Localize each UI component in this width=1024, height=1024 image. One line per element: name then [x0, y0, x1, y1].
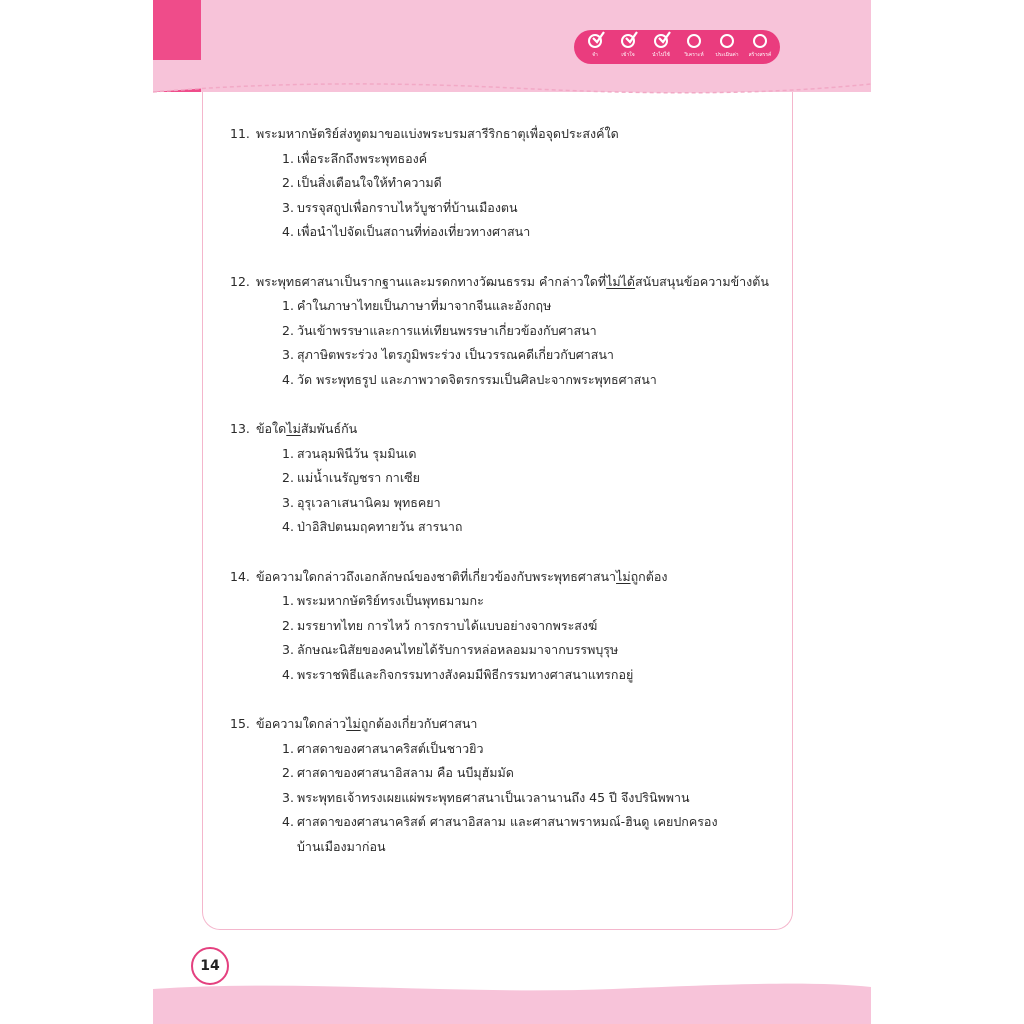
option-text: มรรยาทไทย การไหว้ การกราบได้แบบอย่างจากพระสงฆ์: [297, 617, 598, 633]
option-text: พระพุทธเจ้าทรงเผยแผ่พระพุทธศาสนาเป็นเวลานานถึง 45 ปี จึงปรินิพพาน: [297, 789, 690, 805]
option-list: [282, 589, 790, 687]
footer-wave-decoration: [153, 975, 871, 1024]
question-text: พระพุทธศาสนาเป็นรากฐานและมรดกทางวัฒนธรรม คำกล่าวใดที่ไม่ได้สนับสนุนข้อความข้างต้น: [256, 273, 769, 289]
underlined-keyword: ไม่: [346, 716, 361, 731]
step-label: สร้างสรรค์: [748, 52, 772, 58]
option[interactable]: [282, 294, 790, 319]
checkmark-icon: [656, 30, 672, 46]
option-number: 4.: [282, 371, 294, 387]
step-label: นำไปใช้: [652, 52, 670, 58]
option-text: ป่าอิสิปตนมฤคทายวัน สารนาถ: [297, 519, 463, 534]
question-stem: [230, 270, 790, 295]
option-text: อุรุเวลาเสนานิคม พุทธคยา: [297, 494, 441, 510]
option-text: สวนลุมพินีวัน รุมมินเด: [297, 445, 417, 461]
option[interactable]: [282, 589, 790, 614]
option-number: 4.: [282, 666, 294, 682]
step-create: [741, 33, 779, 63]
option-number: 3.: [282, 494, 294, 510]
option-text: พระมหากษัตริย์ทรงเป็นพุทธมามกะ: [297, 593, 484, 608]
option[interactable]: [282, 343, 790, 368]
step-circle-icon: [720, 34, 734, 48]
option[interactable]: [282, 663, 790, 688]
question-text: ข้อความใดกล่าวไม่ถูกต้องเกี่ยวกับศาสนา: [256, 716, 478, 731]
option-text: เป็นสิ่งเตือนใจให้ทำความดี: [297, 175, 442, 190]
option-number: 1.: [282, 740, 294, 756]
option[interactable]: [282, 515, 790, 540]
option-number: 2.: [282, 765, 294, 780]
option-first-line: [282, 810, 790, 835]
question-text: ข้อความใดกล่าวถึงเอกลักษณ์ของชาติที่เกี่ยวข้องกับพระพุทธศาสนาไม่ถูกต้อง: [256, 568, 668, 584]
question-text: พระมหากษัตริย์ส่งทูตมาขอแบ่งพระบรมสารีริกธาตุเพื่อจุดประสงค์ใด: [256, 126, 619, 141]
option-list: [282, 442, 790, 540]
option[interactable]: [282, 614, 790, 639]
option-text: บรรจุสถูปเพื่อกราบไหว้บูชาที่บ้านเมืองตน: [297, 199, 518, 215]
option-number: 2.: [282, 617, 294, 633]
option-number: 3.: [282, 642, 294, 657]
option-number: 3.: [282, 199, 294, 215]
option[interactable]: [282, 220, 790, 245]
option-number: 3.: [282, 789, 294, 805]
option-text: คำในภาษาไทยเป็นภาษาที่มาจากจีนและอังกฤษ: [297, 298, 552, 313]
option-number: 2.: [282, 470, 294, 485]
question-stem: [230, 417, 790, 442]
option[interactable]: [282, 737, 790, 762]
option[interactable]: [282, 442, 790, 467]
step-label: จำ: [592, 52, 598, 58]
option-text: วัด พระพุทธรูป และภาพวาดจิตรกรรมเป็นศิลปะจากพระพุทธศาสนา: [297, 371, 657, 387]
option[interactable]: [282, 761, 790, 786]
option-text: สุภาษิตพระร่วง ไตรภูมิพระร่วง เป็นวรรณคดีเกี่ยวกับศาสนา: [297, 347, 614, 362]
option[interactable]: [282, 810, 790, 859]
option[interactable]: [282, 466, 790, 491]
option-number: 1.: [282, 298, 294, 313]
option-list: [282, 294, 790, 392]
option-text: เพื่อระลึกถึงพระพุทธองค์: [297, 150, 428, 166]
question-15: [230, 712, 790, 859]
option-text: เพื่อนำไปจัดเป็นสถานที่ท่องเที่ยวทางศาสนา: [297, 224, 531, 239]
step-label: วิเคราะห์: [684, 52, 704, 58]
question-number: 12.: [230, 273, 250, 289]
option[interactable]: [282, 319, 790, 344]
option-list: [282, 147, 790, 245]
question-number: 15.: [230, 716, 250, 731]
step-circle-icon: [753, 34, 767, 48]
option[interactable]: [282, 196, 790, 221]
option-number: 1.: [282, 593, 294, 608]
underlined-keyword: ไม่: [286, 421, 301, 436]
question-list: [230, 122, 790, 884]
option[interactable]: [282, 638, 790, 663]
option-number: 1.: [282, 445, 294, 461]
option-text: แม่น้ำเนรัญชรา กาเซีย: [297, 470, 420, 485]
page-number: 14: [200, 958, 220, 974]
checkmark-icon: [590, 30, 606, 46]
step-circle-icon: [687, 34, 701, 48]
option-number: 2.: [282, 175, 294, 190]
option-number: 1.: [282, 150, 294, 166]
option[interactable]: [282, 147, 790, 172]
option-number: 4.: [282, 519, 294, 534]
option[interactable]: [282, 171, 790, 196]
option-text: ศาสดาของศาสนาอิสลาม คือ นบีมุฮัมมัด: [297, 765, 514, 780]
question-stem: [230, 712, 790, 737]
option-number: 3.: [282, 347, 294, 362]
underlined-keyword: ไม่: [616, 568, 631, 584]
option[interactable]: [282, 786, 790, 811]
question-stem: [230, 565, 790, 590]
question-stem: [230, 122, 790, 147]
question-13: [230, 417, 790, 540]
question-14: [230, 565, 790, 688]
option[interactable]: [282, 368, 790, 393]
option-text: ลักษณะนิสัยของคนไทยได้รับการหล่อหลอมมาจากบรรพบุรุษ: [297, 642, 619, 657]
option-text: พระราชพิธีและกิจกรรมทางสังคมมีพิธีกรรมทางศาสนาแทรกอยู่: [297, 666, 634, 682]
question-12: [230, 270, 790, 393]
option-list: [282, 737, 790, 860]
option-text: ศาสดาของศาสนาคริสต์ ศาสนาอิสลาม และศาสนาพราหมณ์-ฮินดู เคยปกครอง: [297, 814, 718, 829]
step-label: เข้าใจ: [621, 52, 635, 58]
step-label: ประเมินค่า: [715, 52, 739, 58]
option-number: 4.: [282, 224, 294, 239]
question-number: 11.: [230, 126, 250, 141]
option-text: วันเข้าพรรษาและการแห่เทียนพรรษาเกี่ยวข้องกับศาสนา: [297, 322, 597, 338]
question-number: 13.: [230, 421, 250, 436]
option-text: ศาสดาของศาสนาคริสต์เป็นชาวยิว: [297, 740, 484, 756]
option-number: 4.: [282, 814, 294, 829]
checkmark-icon: [623, 30, 639, 46]
underlined-keyword: ไม่ได้: [606, 273, 636, 289]
option[interactable]: [282, 491, 790, 516]
learning-steps-bar: [574, 30, 780, 64]
question-number: 14.: [230, 568, 250, 584]
question-11: [230, 122, 790, 245]
option-text-continuation: บ้านเมืองมาก่อน: [297, 838, 386, 854]
option-number: 2.: [282, 322, 294, 338]
question-text: ข้อใดไม่สัมพันธ์กัน: [256, 421, 358, 436]
